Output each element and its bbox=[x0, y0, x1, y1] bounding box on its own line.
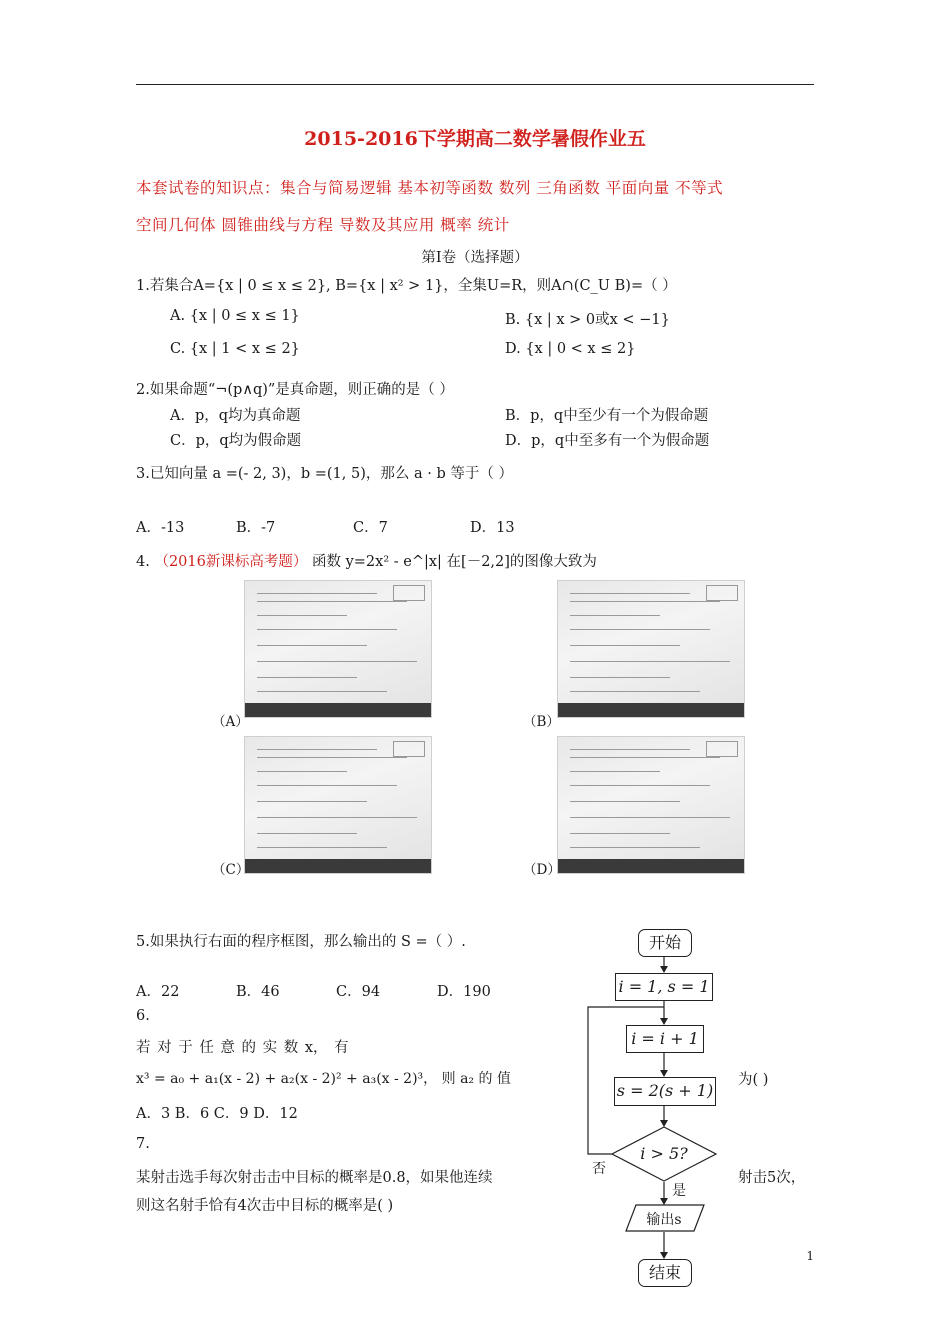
q6-options: A．3 B．6 C．9 D．12 bbox=[136, 1106, 298, 1122]
page-title: 2015-2016下学期高二数学暑假作业五 bbox=[304, 128, 646, 150]
knowledge-line-2: 空间几何体 圆锥曲线与方程 导数及其应用 概率 统计 bbox=[136, 216, 510, 234]
flowchart-start: 开始 bbox=[638, 929, 692, 957]
q5-option-d: D．190 bbox=[437, 984, 491, 1000]
flowchart-output: 输出s bbox=[646, 1212, 682, 1228]
q3-option-a: A．-13 bbox=[136, 520, 185, 536]
flowchart-no-label: 否 bbox=[592, 1161, 606, 1177]
question-2-stem: 2.如果命题“¬(p∧q)”是真命题，则正确的是（ ） bbox=[136, 382, 454, 398]
question-7-tail: 射击5次， bbox=[738, 1170, 806, 1186]
q3-option-d: D．13 bbox=[470, 520, 515, 536]
question-3-stem: 3.已知向量 a =(- 2, 3)，b =(1, 5)，那么 a · b 等于（ ） bbox=[136, 466, 513, 482]
q3-option-c: C．7 bbox=[353, 520, 388, 536]
flowchart-increment: i = i + 1 bbox=[626, 1025, 704, 1053]
q1-option-d: D. {x | 0 < x ≤ 2} bbox=[505, 341, 636, 357]
question-6-line-2: x³ = a₀ + a₁(x - 2) + a₂(x - 2)² + a₃(x - 2)³， 则 a₂ 的 值 bbox=[136, 1071, 511, 1087]
q4-number: 4. bbox=[136, 554, 150, 570]
caption-b: （B） bbox=[523, 714, 560, 730]
question-6-number: 6. bbox=[136, 1008, 150, 1024]
q2-option-c: C．p，q均为假命题 bbox=[170, 433, 302, 449]
page-number: 1 bbox=[806, 1249, 814, 1263]
q2-option-d: D．p，q中至多有一个为假命题 bbox=[505, 433, 710, 449]
q3-option-b: B．-7 bbox=[236, 520, 276, 536]
q4-source: （2016新课标高考题） bbox=[154, 554, 308, 570]
question-7-number: 7. bbox=[136, 1136, 150, 1152]
q2-option-a: A．p，q均为真命题 bbox=[170, 408, 301, 424]
flowchart-yes-label: 是 bbox=[672, 1183, 686, 1199]
q2-option-b: B．p，q中至少有一个为假命题 bbox=[505, 408, 709, 424]
caption-c: （C） bbox=[212, 862, 250, 878]
q1-option-b: B. {x | x > 0或x < −1} bbox=[505, 312, 670, 328]
question-6-line-1: 若 对 于 任 意 的 实 数 x， 有 bbox=[136, 1040, 349, 1056]
q5-option-c: C．94 bbox=[336, 984, 381, 1000]
flowchart-update: s = 2(s + 1) bbox=[614, 1077, 716, 1106]
q4-text: 函数 y=2x² - e^|x| 在[－2,2]的图像大致为 bbox=[311, 554, 597, 570]
caption-d: （D） bbox=[523, 862, 561, 878]
question-7-line-1: 某射击选手每次射击击中目标的概率是0.8，如果他连续 bbox=[136, 1170, 493, 1186]
question-1-stem: 1.若集合A={x | 0 ≤ x ≤ 2}, B={x | x² > 1}，全集U=R，则A∩(C_U B)=（ ） bbox=[136, 278, 677, 294]
q5-option-b: B．46 bbox=[236, 984, 280, 1000]
question-5-stem: 5.如果执行右面的程序框图，那么输出的 S =（ ）. bbox=[136, 934, 466, 950]
flowchart-condition: i > 5? bbox=[640, 1144, 688, 1163]
caption-a: （A） bbox=[212, 714, 249, 730]
flowchart-end: 结束 bbox=[638, 1259, 692, 1287]
flowchart-init: i = 1, s = 1 bbox=[615, 973, 713, 1001]
section-heading: 第Ⅰ卷（选择题） bbox=[421, 250, 529, 266]
q1-option-c: C. {x | 1 < x ≤ 2} bbox=[170, 341, 300, 357]
q5-option-a: A．22 bbox=[136, 984, 180, 1000]
knowledge-line-1: 本套试卷的知识点：集合与简易逻辑 基本初等函数 数列 三角函数 平面向量 不等式 bbox=[136, 179, 724, 197]
question-7-line-2: 则这名射手恰有4次击中目标的概率是( ) bbox=[136, 1198, 394, 1214]
question-6-tail: 为( ) bbox=[738, 1072, 769, 1088]
q1-option-a: A. {x | 0 ≤ x ≤ 1} bbox=[170, 308, 300, 324]
